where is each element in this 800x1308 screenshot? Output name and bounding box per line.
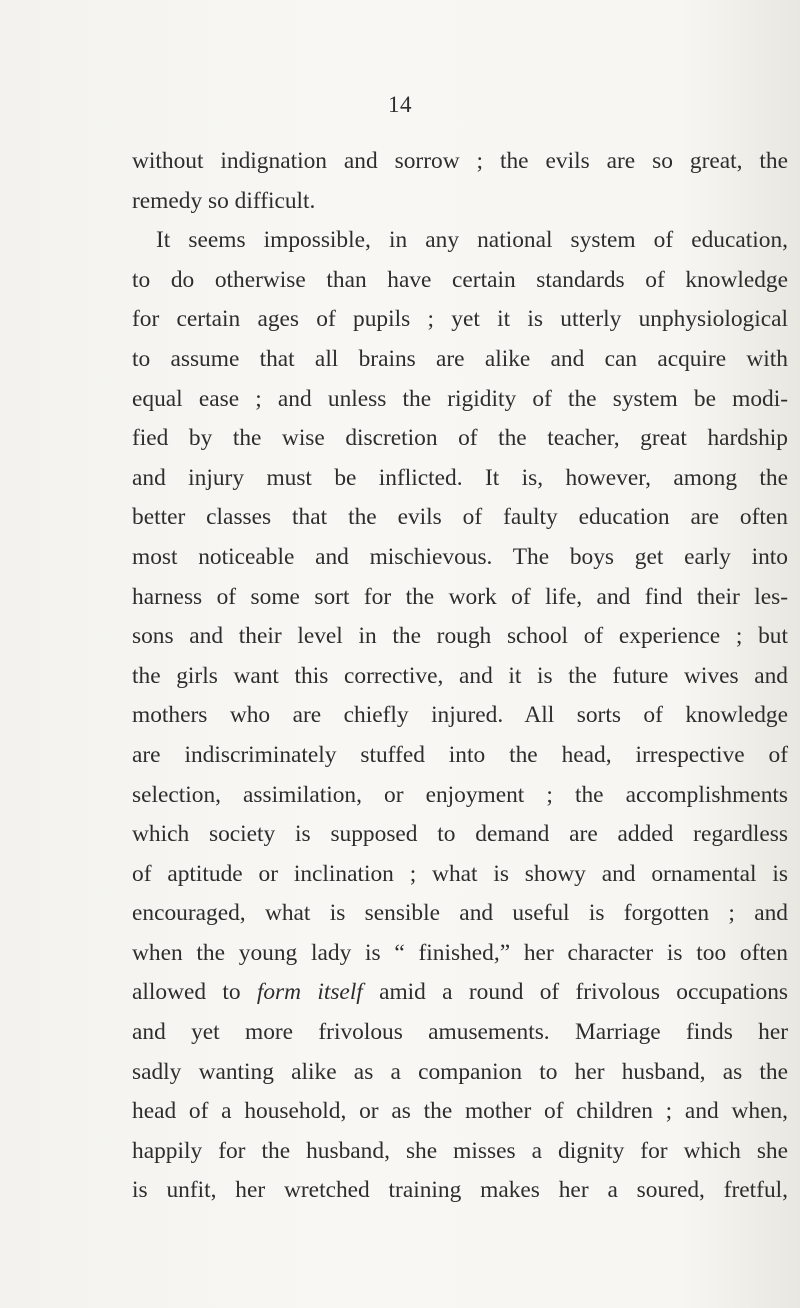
text-line-20: encouraged, what is sensible and useful is forgotten ; and bbox=[132, 900, 788, 927]
text-line-5: for certain ages of pupils ; yet it is utterly unphysiological bbox=[132, 306, 788, 333]
text-line-21: when the young lady is “ finished,” her character is too often bbox=[132, 939, 788, 966]
text-line-7: equal ease ; and unless the rigidity of the system be modi- bbox=[132, 385, 788, 412]
text-line-15: mothers who are chiefly injured. All sorts of knowledge bbox=[132, 702, 788, 729]
text-line-22 bbox=[132, 973, 788, 1013]
text-line-26: happily for the husband, she misses a dignity for which she bbox=[132, 1137, 788, 1164]
text-line-13: sons and their level in the rough school of experience ; but bbox=[132, 623, 788, 650]
text-line-22-before: allowed to bbox=[132, 979, 257, 1006]
text-line-4: to do otherwise than have certain standards of knowledge bbox=[132, 266, 788, 293]
text-line-27: is unfit, her wretched training makes her a soured, fretful, bbox=[132, 1177, 788, 1204]
text-line-9: and injury must be inflicted. It is, however, among the bbox=[132, 464, 788, 491]
text-line-25: head of a household, or as the mother of children ; and when, bbox=[132, 1098, 788, 1125]
text-line-11: most noticeable and mischievous. The boys get early into bbox=[132, 543, 788, 570]
body-text bbox=[132, 142, 788, 1211]
text-line-12: harness of some sort for the work of life, and find their les- bbox=[132, 583, 788, 610]
text-line-3: It seems impossible, in any national system of education, bbox=[156, 227, 788, 254]
text-line-10: better classes that the evils of faulty education are often bbox=[132, 504, 788, 531]
text-line-1: without indignation and sorrow ; the evils are so great, the bbox=[132, 148, 788, 174]
text-line-18: which society is supposed to demand are added regardless bbox=[132, 821, 788, 848]
text-line-2: remedy so difficult. bbox=[132, 187, 316, 214]
page-number: 14 bbox=[388, 92, 412, 117]
text-line-16: are indiscriminately stuffed into the head, irrespective of bbox=[132, 741, 788, 768]
text-line-6: to assume that all brains are alike and can acquire with bbox=[132, 345, 788, 372]
text-line-17: selection, assimilation, or enjoyment ; the accomplishments bbox=[132, 781, 788, 808]
text-line-14: the girls want this corrective, and it is the future wives and bbox=[132, 662, 788, 689]
text-line-8: fied by the wise discretion of the teacher, great hardship bbox=[132, 425, 788, 452]
text-line-23: and yet more frivolous amusements. Marriage finds her bbox=[132, 1019, 788, 1046]
text-line-22-after: amid a round of frivolous occupations bbox=[362, 979, 788, 1006]
text-line-19: of aptitude or inclination ; what is showy and ornamental is bbox=[132, 860, 788, 887]
text-line-24: sadly wanting alike as a companion to her husband, as the bbox=[132, 1058, 788, 1085]
italic-phrase: form itself bbox=[256, 979, 363, 1006]
